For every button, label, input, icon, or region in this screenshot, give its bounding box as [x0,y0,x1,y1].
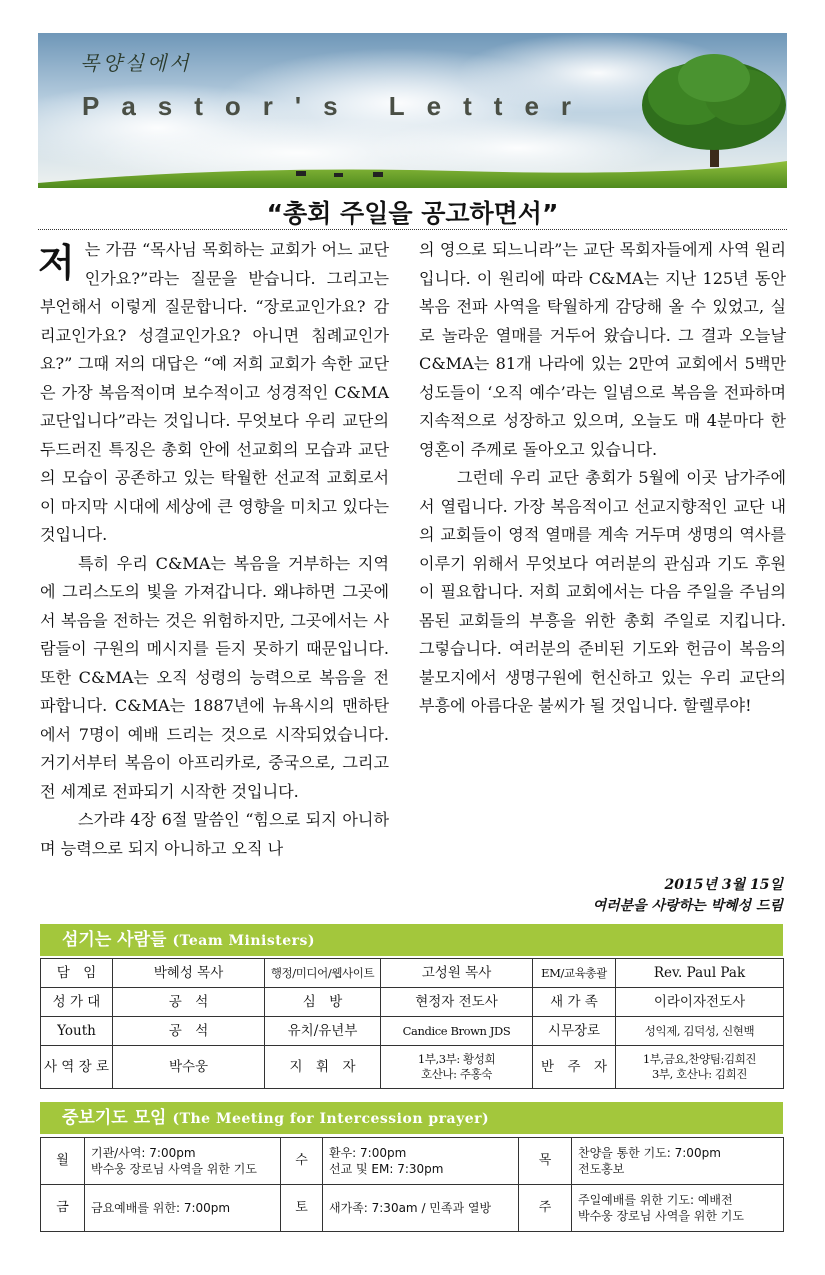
day-cell: 목 [519,1138,572,1185]
table-row [41,988,784,1017]
table-cell: 이라이자전도사 [616,988,784,1017]
table-cell: Youth [41,1017,113,1046]
table-row [41,1046,784,1089]
table-cell: 심 방 [265,988,381,1017]
letter-paragraph: 그런데 우리 교단 총회가 5월에 이곳 남가주에서 열립니다. 가장 복음적이고 선교지향적인 교단 내의 교회들이 영적 열매를 계속 거두며 생명의 역사를 이루기 위해서 무엇보다 여러분의 관심과 기도 후원이 필요합니다. 저희 교회에서는 다음 주일을 주님의 몸된 교회들의 부흥을 위한 총회 주일로 지킵니다. 그렇습니다. 여러분의 준비된 기도와 헌금이 복음의 불모지에서 생명구원에 헌신하고 있는 우리 교단의 부흥에 아름다운 불씨가 될 것입니다. 할렐루야! [419,468,786,715]
prayer-cell: 기관/사역: 7:00pm 박수웅 장로님 사역을 위한 기도 [85,1138,281,1185]
day-cell: 주 [519,1185,572,1232]
table-cell: 박수웅 [113,1046,265,1089]
table-cell: 공 석 [113,1017,265,1046]
table-cell: 1부,3부: 황성희 호산나: 주홍숙 [381,1046,533,1089]
day-cell: 토 [281,1185,323,1232]
table-cell: 1부,금요,찬양팀:김희진 3부, 호산나: 김희진 [616,1046,784,1089]
table-row [41,1138,784,1185]
banner-script-title: 목양실에서 [80,51,192,75]
table-cell: 현정자 전도사 [381,988,533,1017]
header-banner [38,33,787,188]
prayer-cell: 금요예배를 위한: 7:00pm [85,1185,281,1232]
table-cell: Rev. Paul Pak [616,959,784,988]
table-row [41,1017,784,1046]
paragraph-text: 는 가끔 “목사님 목회하는 교회가 어느 교단인가요?”라는 질문을 받습니다. 그리고는 부언해서 이렇게 질문합니다. “장로교인가요? 감리교인가요? 성결교인가요? 아니면 침례교인가요?” 그때 저의 대답은 “예 저희 교회가 속한 교단은 가장 복음적이며 보수적이고 성경적인 C&MA교단입니다”라는 것입니다. 무엇보다 우리 교단의 두드러진 특징은 총회 안에 선교회의 모습과 교단의 모습이 공존하고 있는 탁월한 선교적 교회로서 이 마지막 시대에 세상에 큰 영향을 미치고 있다는 것입니다. [40,240,389,544]
day-cell: 수 [281,1138,323,1185]
letter-headline: “총회 주일을 공고하면서” [266,199,559,228]
team-ministers-header [40,924,783,956]
day-cell: 금 [41,1185,85,1232]
team-ministers-table [40,958,784,1089]
letter-paragraph: 스가랴 4장 6절 말씀인 “힘으로 되지 아니하며 능력으로 되지 아니하고 오직 나 [40,810,389,858]
section-title-ko: 섬기는 사람들 [62,930,167,950]
table-cell: 공 석 [113,988,265,1017]
table-row [41,1185,784,1232]
letter-paragraph [40,236,389,550]
section-title-ko: 중보기도 모임 [62,1108,167,1128]
section-title-en: (The Meeting for Intercession prayer) [172,1111,490,1127]
table-cell: 행정/미디어/웹사이트 [265,959,381,988]
table-cell: 고성원 목사 [381,959,533,988]
table-cell: 박혜성 목사 [113,959,265,988]
intercession-prayer-header [40,1102,783,1134]
prayer-cell: 주일예배를 위한 기도: 예배전 박수웅 장로님 사역을 위한 기도 [572,1185,784,1232]
table-cell: 성 가 대 [41,988,113,1017]
table-cell: 지 휘 자 [265,1046,381,1089]
section-title-en: (Team Ministers) [172,933,316,949]
table-cell: Candice Brown JDS [381,1017,533,1046]
table-cell: 새 가 족 [533,988,616,1017]
table-cell: 유치/유년부 [265,1017,381,1046]
letter-column-left [40,236,389,863]
signature-name: 여러분을 사랑하는 박혜성 드림 [592,898,783,914]
dropcap: 저 [38,241,75,285]
letter-paragraph: 의 영으로 되느니라”는 교단 목회자들에게 사역 원리입니다. 이 원리에 따라 C&MA는 지난 125년 동안 복음 전파 사역을 탁월하게 감당해 올 수 있었고, 실로 놀라운 열매를 거두어 왔습니다. 그 결과 오늘날 C&MA는 81개 나라에 있는 2만여 교회에서 5백만 성도들이 ‘오직 예수’라는 일념으로 복음을 전파하며 지속적으로 성장하고 있으며, 오늘도 매 4분마다 한 영혼이 주께로 돌아오고 있습니다. [419,240,786,459]
intercession-prayer-table [40,1137,784,1232]
prayer-cell: 찬양을 통한 기도: 7:00pm 전도홍보 [572,1138,784,1185]
banner-title: Pastor's Letter [82,91,594,121]
table-cell: 성익제, 김덕성, 신현백 [616,1017,784,1046]
day-cell: 월 [41,1138,85,1185]
prayer-cell: 새가족: 7:30am / 민족과 열방 [323,1185,519,1232]
table-cell: EM/교육총괄 [533,959,616,988]
table-cell: 담 임 [41,959,113,988]
table-row [41,959,784,988]
letter-column-right [419,236,786,721]
dotted-divider [38,229,787,230]
signature-date: 2015년 3월 15일 [664,877,783,893]
letter-paragraph: 특히 우리 C&MA는 복음을 거부하는 지역에 그리스도의 빛을 가져갑니다. 왜냐하면 그곳에서 복음을 전하는 것은 위험하지만, 그곳에서는 사람들이 구원의 메시지를 듣지 못하기 때문입니다. 또한 C&MA는 오직 성령의 능력으로 복음을 전파합니다. C&MA는 1887년에 뉴욕시의 맨하탄에서 7명이 예배 드리는 것으로 시작되었습니다. 거기서부터 복음이 아프리카로, 중국으로, 그리고 전 세계로 전파되기 시작한 것입니다. [40,553,389,801]
table-cell: 시무장로 [533,1017,616,1046]
table-cell: 사 역 장 로 [41,1046,113,1089]
table-cell: 반 주 자 [533,1046,616,1089]
prayer-cell: 환우: 7:00pm 선교 및 EM: 7:30pm [323,1138,519,1185]
